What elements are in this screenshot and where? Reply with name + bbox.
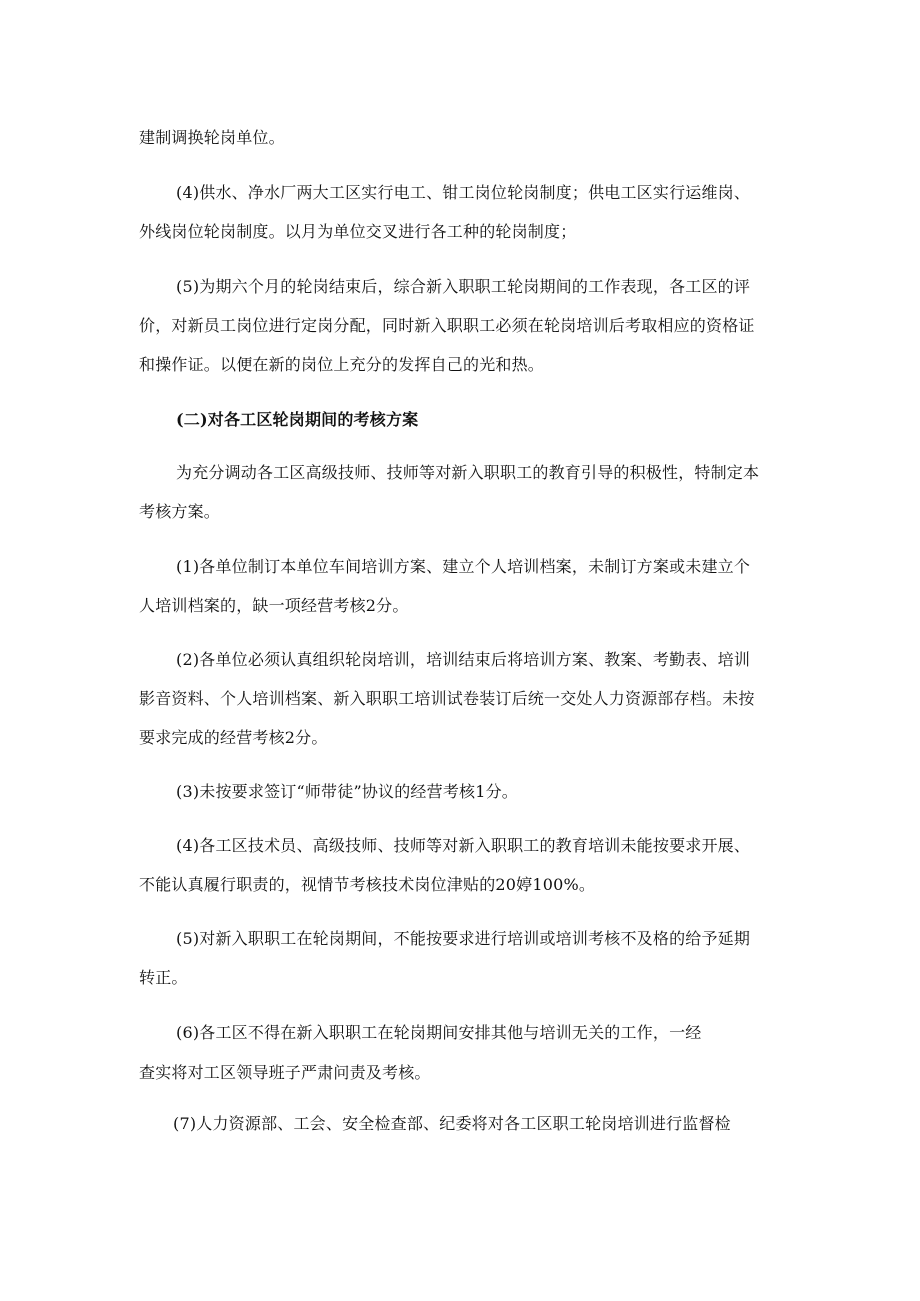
paragraph-line: (4)供水、净水厂两大工区实行电工、钳工岗位轮岗制度；供电工区实行运维岗、 xyxy=(176,183,751,202)
paragraph-line: (4)各工区技术员、高级技师、技师等对新入职职工的教育培训未能按要求开展、 xyxy=(176,836,751,855)
paragraph-line: 价，对新员工岗位进行定岗分配，同时新入职职工必须在轮岗培训后考取相应的资格证 xyxy=(139,316,755,335)
paragraph-line: 建制调换轮岗单位。 xyxy=(139,128,285,147)
paragraph-line: 考核方案。 xyxy=(139,502,221,521)
paragraph-line: (7)人力资源部、工会、安全检查部、纪委将对各工区职工轮岗培训进行监督检 xyxy=(173,1114,731,1133)
paragraph-line: 转正。 xyxy=(139,968,188,987)
paragraph-line: 和操作证。以便在新的岗位上充分的发挥自己的光和热。 xyxy=(139,355,545,374)
paragraph-line: (1)各单位制订本单位车间培训方案、建立个人培训档案，未制订方案或未建立个 xyxy=(176,557,751,576)
paragraph-line: 要求完成的经营考核2分。 xyxy=(139,728,328,747)
paragraph-line: 影音资料、个人培训档案、新入职职工培训试卷装订后统一交处人力资源部存档。未按 xyxy=(139,689,755,708)
paragraph-line: 为充分调动各工区高级技师、技师等对新入职职工的教育引导的积极性，特制定本 xyxy=(176,463,760,482)
paragraph-line: (3)未按要求签订“师带徒”协议的经营考核1分。 xyxy=(176,782,519,801)
section-heading: (二)对各工区轮岗期间的考核方案 xyxy=(176,410,419,429)
paragraph-line: 查实将对工区领导班子严肃问责及考核。 xyxy=(139,1063,431,1082)
paragraph-line: (5)对新入职职工在轮岗期间，不能按要求进行培训或培训考核不及格的给予延期 xyxy=(176,929,751,948)
paragraph-line: 外线岗位轮岗制度。以月为单位交叉进行各工种的轮岗制度； xyxy=(139,222,577,241)
paragraph-line: 人培训档案的，缺一项经营考核2分。 xyxy=(139,596,409,615)
paragraph-line: (2)各单位必须认真组织轮岗培训，培训结束后将培训方案、教案、考勤表、培训 xyxy=(176,650,751,669)
paragraph-line: 不能认真履行职责的，视情节考核技术岗位津贴的20婷100%。 xyxy=(139,875,596,894)
paragraph-line: (6)各工区不得在新入职职工在轮岗期间安排其他与培训无关的工作，一经 xyxy=(176,1023,702,1042)
paragraph-line: (5)为期六个月的轮岗结束后，综合新入职职工轮岗期间的工作表现，各工区的评 xyxy=(176,277,751,296)
